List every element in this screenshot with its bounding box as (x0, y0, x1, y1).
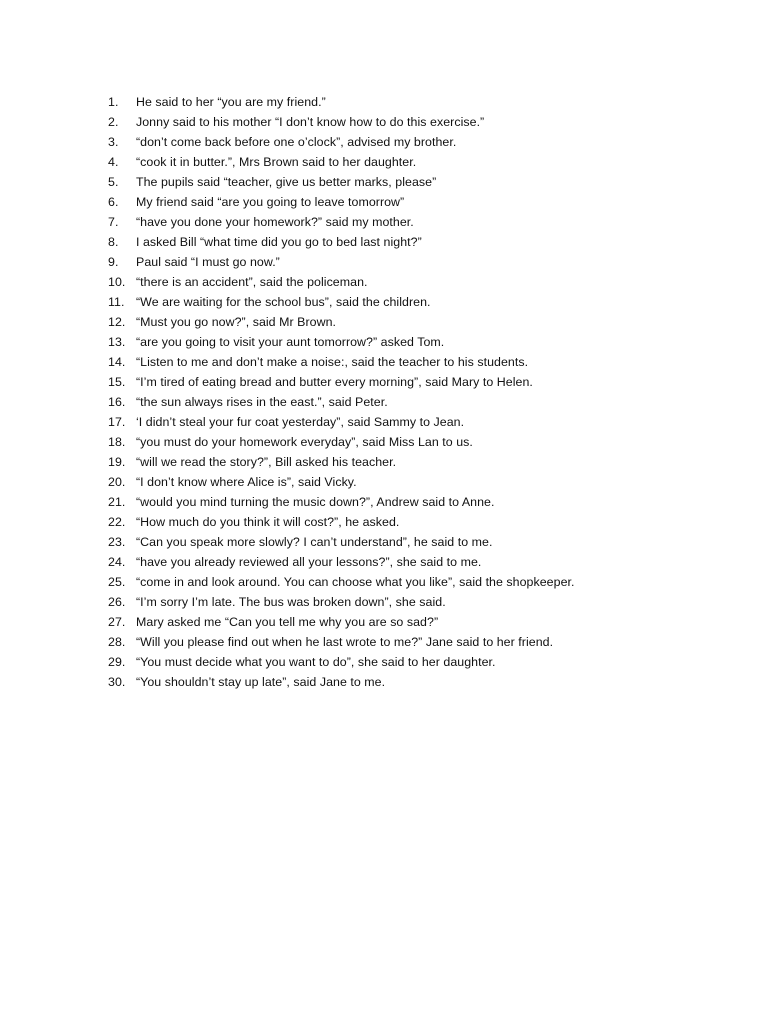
item-number: 12. (108, 315, 126, 329)
list-item (108, 432, 728, 452)
item-text: “have you done your homework?” said my mother. (136, 215, 414, 229)
item-number: 18. (108, 435, 126, 449)
item-number: 13. (108, 335, 126, 349)
list-item (108, 92, 728, 112)
list-item (108, 132, 728, 152)
item-text: “there is an accident”, said the policeman. (136, 275, 368, 289)
item-number: 23. (108, 535, 126, 549)
item-number: 28. (108, 635, 126, 649)
item-number: 14. (108, 355, 126, 369)
list-item (108, 412, 728, 432)
list-item (108, 192, 728, 212)
item-number: 11. (108, 295, 125, 309)
item-number: 20. (108, 475, 126, 489)
list-item (108, 652, 728, 672)
list-item (108, 152, 728, 172)
list-item (108, 452, 728, 472)
item-text: “Will you please find out when he last wrote to me?” Jane said to her friend. (136, 635, 554, 649)
list-item (108, 272, 728, 292)
item-text: “You shouldn’t stay up late”, said Jane to me. (136, 675, 386, 689)
item-number: 29. (108, 655, 126, 669)
item-text: My friend said “are you going to leave tomorrow” (136, 195, 405, 209)
list-item (108, 332, 728, 352)
list-item (108, 612, 728, 632)
item-number: 8. (108, 235, 119, 249)
item-text: “Must you go now?”, said Mr Brown. (136, 315, 337, 329)
list-item (108, 632, 728, 652)
item-number: 24. (108, 555, 126, 569)
list-item (108, 532, 728, 552)
item-text: “cook it in butter.”, Mrs Brown said to her daughter. (136, 155, 417, 169)
item-number: 27. (108, 615, 126, 629)
list-item (108, 472, 728, 492)
item-text: “You must decide what you want to do”, she said to her daughter. (136, 655, 496, 669)
item-number: 9. (108, 255, 119, 269)
item-text: “the sun always rises in the east.”, said Peter. (136, 395, 388, 409)
item-text: ‘I didn’t steal your fur coat yesterday”, said Sammy to Jean. (136, 415, 465, 429)
exercise-list (108, 92, 728, 692)
list-item (108, 672, 728, 692)
item-number: 17. (108, 415, 126, 429)
item-number: 21. (108, 495, 126, 509)
item-text: “have you already reviewed all your lessons?”, she said to me. (136, 555, 482, 569)
item-text: “will we read the story?”, Bill asked his teacher. (136, 455, 397, 469)
item-text: “Listen to me and don’t make a noise:, said the teacher to his students. (136, 355, 529, 369)
item-number: 26. (108, 595, 126, 609)
list-item (108, 512, 728, 532)
item-text: “Can you speak more slowly? I can’t understand”, he said to me. (136, 535, 493, 549)
item-text: “would you mind turning the music down?”, Andrew said to Anne. (136, 495, 495, 509)
list-item (108, 552, 728, 572)
item-number: 15. (108, 375, 126, 389)
list-item (108, 392, 728, 412)
item-text: “you must do your homework everyday”, said Miss Lan to us. (136, 435, 473, 449)
item-text: “I’m tired of eating bread and butter every morning”, said Mary to Helen. (136, 375, 533, 389)
item-number: 30. (108, 675, 126, 689)
item-number: 10. (108, 275, 126, 289)
item-text: Jonny said to his mother “I don’t know how to do this exercise.” (136, 115, 485, 129)
list-item (108, 572, 728, 592)
list-item (108, 252, 728, 272)
item-text: “We are waiting for the school bus”, said the children. (136, 295, 431, 309)
item-number: 6. (108, 195, 119, 209)
item-text: “I’m sorry I’m late. The bus was broken down”, she said. (136, 595, 446, 609)
item-number: 25. (108, 575, 126, 589)
item-number: 16. (108, 395, 126, 409)
item-text: “don’t come back before one o’clock”, advised my brother. (136, 135, 457, 149)
item-text: Paul said “I must go now.” (136, 255, 280, 269)
item-text: “come in and look around. You can choose what you like”, said the shopkeeper. (136, 575, 575, 589)
item-number: 1. (108, 95, 119, 109)
list-item (108, 352, 728, 372)
list-item (108, 592, 728, 612)
item-text: He said to her “you are my friend.” (136, 95, 326, 109)
list-item (108, 292, 728, 312)
item-text: The pupils said “teacher, give us better marks, please” (136, 175, 437, 189)
list-item (108, 172, 728, 192)
item-number: 2. (108, 115, 119, 129)
item-number: 3. (108, 135, 119, 149)
item-number: 19. (108, 455, 126, 469)
item-number: 4. (108, 155, 119, 169)
item-number: 5. (108, 175, 119, 189)
item-number: 7. (108, 215, 119, 229)
list-item (108, 492, 728, 512)
item-text: “are you going to visit your aunt tomorrow?” asked Tom. (136, 335, 445, 349)
item-text: “I don’t know where Alice is”, said Vicky. (136, 475, 357, 489)
item-text: I asked Bill “what time did you go to bed last night?” (136, 235, 422, 249)
item-text: “How much do you think it will cost?”, he asked. (136, 515, 400, 529)
item-number: 22. (108, 515, 126, 529)
list-item (108, 112, 728, 132)
list-item (108, 232, 728, 252)
list-item (108, 312, 728, 332)
list-item (108, 212, 728, 232)
item-text: Mary asked me “Can you tell me why you are so sad?” (136, 615, 439, 629)
list-item (108, 372, 728, 392)
